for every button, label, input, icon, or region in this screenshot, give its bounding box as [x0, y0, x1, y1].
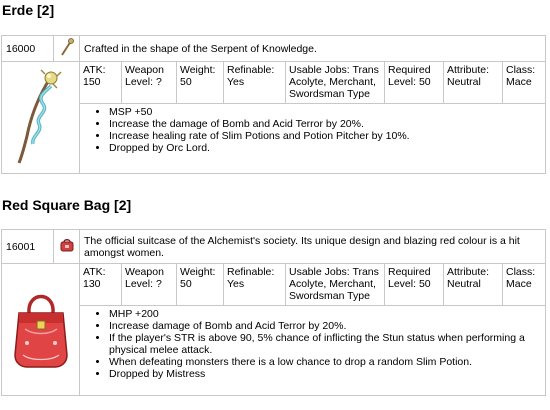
item-description: Crafted in the shape of the Serpent of Knowledge. [80, 36, 546, 62]
stat-atk: ATK: 150 [80, 62, 122, 104]
stat-class: Class: Mace [503, 62, 546, 104]
effect-line: • When defeating monsters there is a low chance to drop a random Slim Potion. [109, 356, 541, 368]
stat-weapon-level: Weapon Level: ? [122, 62, 177, 104]
staff-icon [54, 36, 80, 62]
item-id: 16000 [2, 36, 54, 62]
item-effects [80, 306, 546, 396]
item-table [1, 35, 546, 174]
stat-attribute: Attribute: Neutral [444, 264, 503, 306]
stat-required-level: Required Level: 50 [385, 264, 444, 306]
stat-weapon-level: Weapon Level: ? [122, 264, 177, 306]
stat-refinable: Refinable: Yes [224, 62, 286, 104]
stat-usable-jobs: Usable Jobs: Trans Acolyte, Merchant, Swordsman Type [286, 264, 385, 306]
stat-weight: Weight: 50 [177, 62, 224, 104]
effect-line: • MSP +50 [109, 106, 541, 118]
stat-weight: Weight: 50 [177, 264, 224, 306]
item-title: Erde [2] [2, 2, 55, 18]
effect-line: • Increase damage of Bomb and Acid Terror by 20%. [109, 320, 541, 332]
stat-usable-jobs: Usable Jobs: Trans Acolyte, Merchant, Swordsman Type [286, 62, 385, 104]
effect-line: • Increase the damage of Bomb and Acid Terror by 20%. [109, 118, 541, 130]
serpent-staff-illustration [2, 62, 80, 174]
effect-line: • If the player's STR is above 90, 5% chance of inflicting the Stun status when performing a physical melee attack. [109, 332, 541, 356]
bag-icon [54, 230, 80, 264]
stat-class: Class: Mace [503, 264, 546, 306]
effect-line: • Increase healing rate of Slim Potions and Potion Pitcher by 10%. [109, 130, 541, 142]
stat-attribute: Attribute: Neutral [444, 62, 503, 104]
effect-line: • MHP +200 [109, 308, 541, 320]
effect-line: • Dropped by Orc Lord. [109, 142, 541, 154]
effect-line: • Dropped by Mistress [109, 368, 541, 380]
item-effects [80, 104, 546, 174]
item-title: Red Square Bag [2] [2, 197, 132, 213]
red-bag-illustration [2, 264, 80, 396]
stat-refinable: Refinable: Yes [224, 264, 286, 306]
stat-required-level: Required Level: 50 [385, 62, 444, 104]
item-description: The official suitcase of the Alchemist's society. Its unique design and blazing red colour is a hit amongst women. [80, 230, 546, 264]
item-id: 16001 [2, 230, 54, 264]
item-table [1, 229, 546, 396]
stat-atk: ATK: 130 [80, 264, 122, 306]
